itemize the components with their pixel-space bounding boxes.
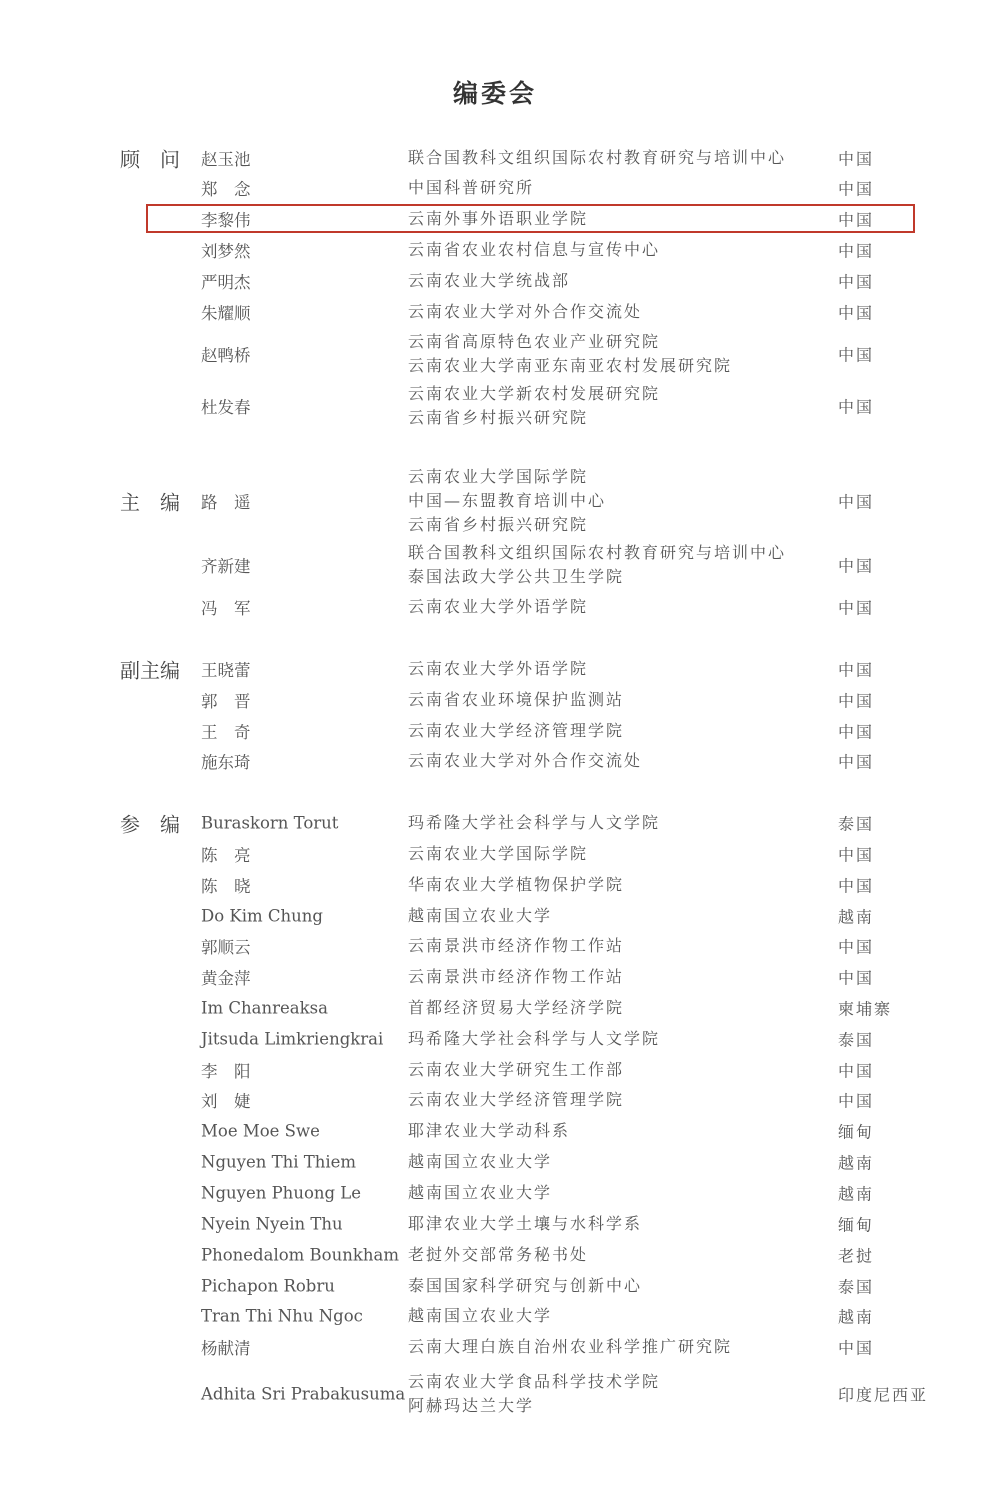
member-organization — [408, 176, 828, 200]
member-organization — [408, 1088, 828, 1112]
member-country: 中国 — [838, 556, 875, 576]
member-organization — [408, 1181, 828, 1205]
member-organization — [408, 1027, 828, 1051]
member-organization — [408, 382, 828, 430]
member-name: Nguyen Phuong Le — [201, 1183, 362, 1203]
organization-line: 中国—东盟教育培训中心 — [408, 491, 607, 510]
member-organization — [408, 934, 828, 958]
organization-line: 越南国立农业大学 — [408, 1306, 553, 1325]
member-name: Im Chanreaksa — [201, 998, 328, 1018]
member-organization — [408, 1335, 828, 1359]
member-country: 中国 — [838, 1338, 875, 1358]
member-country: 老挝 — [838, 1246, 875, 1266]
organization-line: 耶津农业大学土壤与水科学系 — [408, 1214, 643, 1233]
member-organization — [408, 657, 828, 681]
highlight-box — [146, 204, 915, 233]
member-country: 中国 — [838, 397, 875, 417]
organization-line: 云南省高原特色农业产业研究院 — [408, 332, 661, 351]
member-country: 印度尼西亚 — [838, 1385, 929, 1405]
member-country: 中国 — [838, 345, 875, 365]
organization-line: 中国科普研究所 — [408, 178, 535, 197]
member-organization — [408, 1304, 828, 1328]
member-name: 陈 亮 — [201, 846, 251, 865]
member-name: 李 阳 — [201, 1062, 251, 1081]
organization-line: 玛希隆大学社会科学与人文学院 — [408, 813, 661, 832]
member-country: 中国 — [838, 722, 875, 742]
member-name: 赵鸭桥 — [201, 346, 251, 365]
member-organization — [408, 465, 828, 537]
organization-line: 云南省乡村振兴研究院 — [408, 408, 589, 427]
organization-line: 越南国立农业大学 — [408, 906, 553, 925]
member-name: 严明杰 — [201, 273, 251, 292]
member-name: 齐新建 — [201, 557, 251, 576]
member-country: 中国 — [838, 303, 875, 323]
member-organization — [408, 904, 828, 928]
member-country: 中国 — [838, 598, 875, 618]
organization-line: 云南景洪市经济作物工作站 — [408, 936, 625, 955]
member-country: 中国 — [838, 179, 875, 199]
organization-line: 云南农业大学统战部 — [408, 271, 571, 290]
member-country: 中国 — [838, 210, 875, 230]
member-name: Moe Moe Swe — [201, 1121, 320, 1141]
member-country: 中国 — [838, 691, 875, 711]
member-name: 朱耀顺 — [201, 304, 251, 323]
member-country: 中国 — [838, 272, 875, 292]
organization-line: 云南农业大学国际学院 — [408, 467, 589, 486]
member-name: 刘梦然 — [201, 242, 251, 261]
organization-line: 耶津农业大学动科系 — [408, 1121, 571, 1140]
organization-line: 云南大理白族自治州农业科学推广研究院 — [408, 1337, 733, 1356]
member-country: 中国 — [838, 876, 875, 896]
member-name: 赵玉池 — [201, 150, 251, 169]
member-organization — [408, 330, 828, 378]
organization-line: 华南农业大学植物保护学院 — [408, 875, 625, 894]
member-country: 越南 — [838, 1307, 875, 1327]
member-country: 中国 — [838, 492, 875, 512]
member-organization — [408, 1150, 828, 1174]
member-name: Do Kim Chung — [201, 906, 323, 926]
member-name: 冯 军 — [201, 599, 251, 618]
organization-line: 云南农业大学外语学院 — [408, 659, 589, 678]
section-label: 副主编 — [120, 658, 180, 683]
member-name: 杨献清 — [201, 1339, 251, 1358]
member-name: Buraskorn Torut — [201, 813, 339, 833]
member-country: 越南 — [838, 907, 875, 927]
member-country: 越南 — [838, 1153, 875, 1173]
organization-line: 云南外事外语职业学院 — [408, 209, 589, 228]
member-country: 缅甸 — [838, 1122, 875, 1142]
organization-line: 联合国教科文组织国际农村教育研究与培训中心 — [408, 543, 787, 562]
member-country: 缅甸 — [838, 1215, 875, 1235]
member-organization — [408, 719, 828, 743]
member-country: 柬埔寨 — [838, 999, 893, 1019]
member-name: Tran Thi Nhu Ngoc — [201, 1306, 363, 1326]
member-name: 黄金萍 — [201, 969, 251, 988]
page-title: 编委会 — [452, 79, 537, 108]
member-organization — [408, 595, 828, 619]
section-label: 主 编 — [120, 490, 180, 515]
organization-line: 云南农业大学经济管理学院 — [408, 721, 625, 740]
member-organization — [408, 965, 828, 989]
organization-line: 云南农业大学外语学院 — [408, 597, 589, 616]
member-organization — [408, 1243, 828, 1267]
member-organization — [408, 238, 828, 262]
organization-line: 联合国教科文组织国际农村教育研究与培训中心 — [408, 148, 787, 167]
organization-line: 首都经济贸易大学经济学院 — [408, 998, 625, 1017]
member-country: 泰国 — [838, 1277, 875, 1297]
member-name: 郑 念 — [201, 180, 251, 199]
member-organization — [408, 873, 828, 897]
member-organization — [408, 541, 828, 589]
member-name: 施东琦 — [201, 753, 251, 772]
member-name: 刘 婕 — [201, 1092, 251, 1111]
member-country: 中国 — [838, 968, 875, 988]
member-country: 中国 — [838, 660, 875, 680]
organization-line: 越南国立农业大学 — [408, 1152, 553, 1171]
member-organization — [408, 1212, 828, 1236]
member-name: 路 遥 — [201, 493, 251, 512]
member-name: 王 奇 — [201, 723, 251, 742]
member-country: 中国 — [838, 241, 875, 261]
member-name: Phonedalom Bounkham — [201, 1245, 399, 1265]
member-name: 郭 晋 — [201, 692, 251, 711]
member-country: 中国 — [838, 1091, 875, 1111]
organization-line: 云南农业大学经济管理学院 — [408, 1090, 625, 1109]
member-country: 中国 — [838, 149, 875, 169]
organization-line: 玛希隆大学社会科学与人文学院 — [408, 1029, 661, 1048]
organization-line: 泰国国家科学研究与创新中心 — [408, 1276, 643, 1295]
member-organization — [408, 811, 828, 835]
organization-line: 云南省农业环境保护监测站 — [408, 690, 625, 709]
organization-line: 云南农业大学新农村发展研究院 — [408, 384, 661, 403]
member-name: Nyein Nyein Thu — [201, 1214, 343, 1234]
member-country: 中国 — [838, 937, 875, 957]
member-name: 王晓蕾 — [201, 661, 251, 680]
organization-line: 云南农业大学国际学院 — [408, 844, 589, 863]
member-country: 泰国 — [838, 1030, 875, 1050]
member-name: 陈 晓 — [201, 877, 251, 896]
organization-line: 阿赫玛达兰大学 — [408, 1396, 535, 1415]
organization-line: 越南国立农业大学 — [408, 1183, 553, 1202]
member-name: Jitsuda Limkriengkrai — [201, 1029, 384, 1049]
member-name: 郭顺云 — [201, 938, 251, 957]
member-name: Adhita Sri Prabakusuma — [201, 1384, 406, 1404]
organization-line: 云南农业大学研究生工作部 — [408, 1060, 625, 1079]
member-country: 中国 — [838, 752, 875, 772]
member-organization — [408, 842, 828, 866]
member-country: 泰国 — [838, 814, 875, 834]
member-name: Nguyen Thi Thiem — [201, 1152, 357, 1172]
member-country: 中国 — [838, 1061, 875, 1081]
organization-line: 云南省乡村振兴研究院 — [408, 515, 589, 534]
member-country: 越南 — [838, 1184, 875, 1204]
section-label: 参 编 — [120, 812, 180, 837]
member-organization — [408, 688, 828, 712]
member-organization — [408, 1058, 828, 1082]
member-organization — [408, 996, 828, 1020]
member-name: 杜发春 — [201, 398, 251, 417]
member-organization — [408, 1370, 828, 1418]
member-name: 李黎伟 — [201, 211, 251, 230]
section-label: 顾 问 — [120, 147, 180, 172]
member-organization — [408, 1274, 828, 1298]
member-organization — [408, 146, 828, 170]
organization-line: 云南景洪市经济作物工作站 — [408, 967, 625, 986]
member-organization — [408, 749, 828, 773]
organization-line: 云南农业大学对外合作交流处 — [408, 751, 643, 770]
member-organization — [408, 269, 828, 293]
member-organization — [408, 1119, 828, 1143]
organization-line: 云南农业大学对外合作交流处 — [408, 302, 643, 321]
organization-line: 云南农业大学南亚东南亚农村发展研究院 — [408, 356, 733, 375]
organization-line: 老挝外交部常务秘书处 — [408, 1245, 589, 1264]
organization-line: 云南农业大学食品科学技术学院 — [408, 1372, 661, 1391]
member-organization — [408, 300, 828, 324]
organization-line: 泰国法政大学公共卫生学院 — [408, 567, 625, 586]
organization-line: 云南省农业农村信息与宣传中心 — [408, 240, 661, 259]
member-country: 中国 — [838, 845, 875, 865]
member-name: Pichapon Robru — [201, 1276, 335, 1296]
